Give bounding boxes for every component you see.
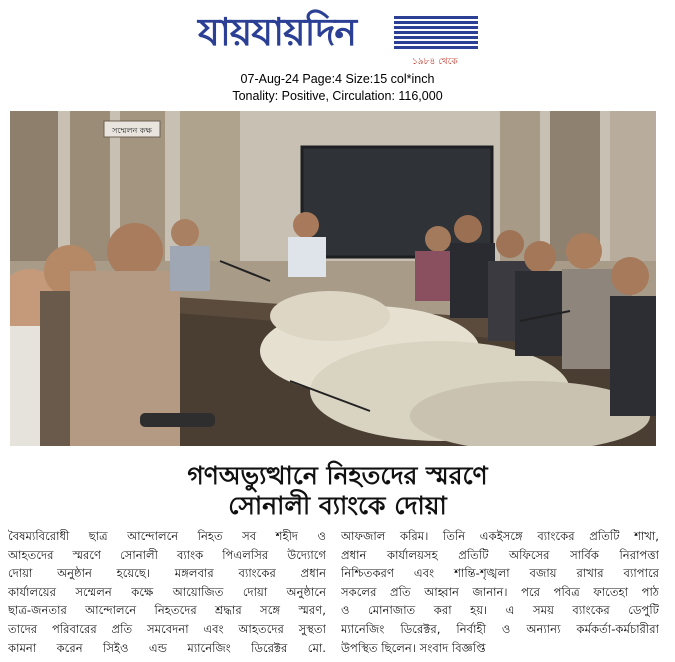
article-line: বৈষম্যবিরোধী ছাত্র আন্দোলনে নিহত সব শহীদ ও bbox=[8, 529, 326, 543]
article-line: নিশ্চিতকরণ এবং শান্তি-শৃঙ্খলা বজায় রাখার ব্যাপারে bbox=[341, 566, 659, 581]
room-sign: সম্মেলন কক্ষ bbox=[112, 126, 152, 135]
article-line: দোয়া অনুষ্ঠান হয়েছে। মঙ্গলবার ব্যাংকের প্রধান bbox=[8, 566, 326, 581]
article-line: উপস্থিত ছিলেন। সংবাদ বিজ্ঞপ্তি bbox=[341, 640, 486, 655]
article-line: তাদের পরিবারের প্রতি সমবেদনা এবং আহতদের সুস্থতা bbox=[8, 621, 326, 636]
article-line: আহতদের স্মরণে সোনালী ব্যাংক পিএলসির উদ্যোগে bbox=[8, 547, 326, 562]
masthead-title: যায়যায়দিন bbox=[198, 10, 357, 54]
newspaper-masthead bbox=[198, 6, 480, 68]
article-column-left bbox=[8, 527, 326, 657]
article-column-right bbox=[341, 527, 659, 657]
article-line: ও মোনাজাত করা হয়। এ সময় ব্যাংকের ডেপুটি bbox=[341, 603, 659, 618]
masthead-since: ১৯৮৪ থেকে bbox=[412, 57, 458, 67]
masthead-stripes-logo bbox=[394, 16, 478, 52]
article-line: আফজাল করিম। তিনি একইসঙ্গে ব্যাংকের প্রতিটি শাখা, bbox=[341, 529, 659, 543]
article-line: কার্যালয়ের সম্মেলন কক্ষে আয়োজিত দোয়া অনুষ্ঠানে bbox=[8, 584, 326, 599]
meeting-photo-illustration bbox=[10, 111, 656, 446]
clipping-meta-line-1: 07-Aug-24 Page:4 Size:15 col*inch bbox=[240, 72, 435, 86]
article-line: কামনা করেন সিইও এন্ড ম্যানেজিং ডিরেক্টর মো. bbox=[8, 640, 326, 655]
article-line: প্রধান কার্যালয়সহ প্রতিটি অফিসের সার্বিক নিরাপত্তা bbox=[341, 547, 659, 562]
clipping-meta-line-2: Tonality: Positive, Circulation: 116,000 bbox=[232, 89, 443, 103]
news-photo bbox=[10, 111, 656, 446]
article-line: ছাত্র-জনতার আন্দোলনে নিহতদের শ্রদ্ধার সঙ্গে স্মরণ, bbox=[8, 603, 326, 618]
headline-line-2: সোনালী ব্যাংকে দোয়া bbox=[228, 491, 447, 520]
article-line: সকলের প্রতি আহ্বান জানান। পরে পবিত্র ফাতেহা পাঠ bbox=[341, 584, 659, 599]
headline-line-1: গণঅভ্যুত্থানে নিহতদের স্মরণে bbox=[187, 461, 488, 490]
article-line: ম্যানেজিং ডিরেক্টর, নির্বাহী ও অন্যান্য কর্মকর্তা-কর্মচারীরা bbox=[341, 621, 659, 636]
